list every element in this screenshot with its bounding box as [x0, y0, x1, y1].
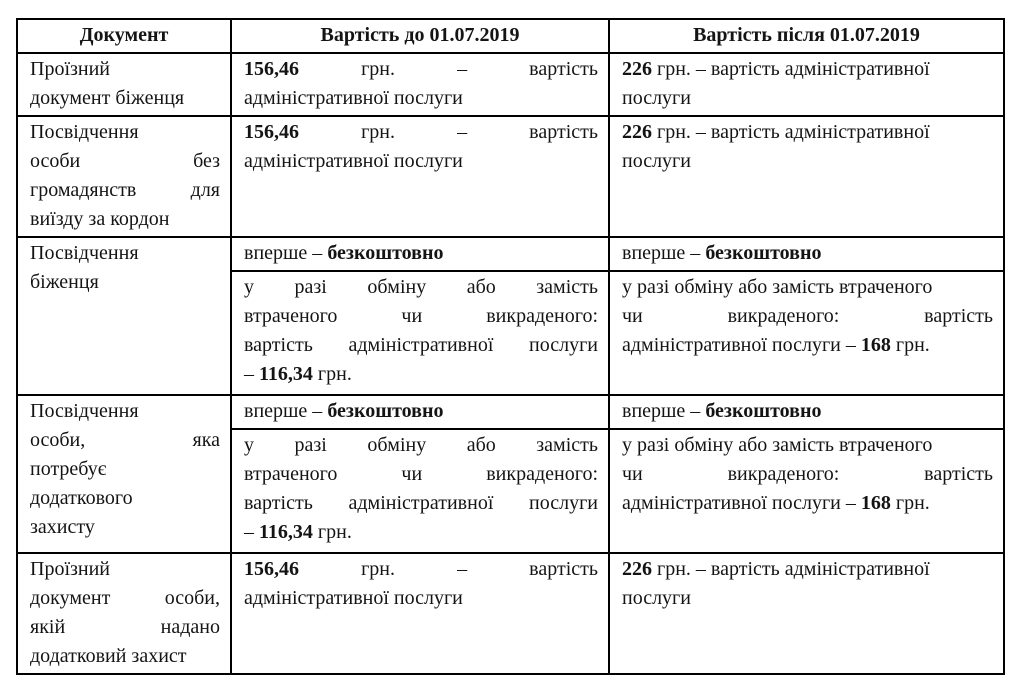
- cell-cost-after: [609, 116, 1004, 237]
- text-segment: грн. – вартість: [299, 58, 598, 80]
- text-line: [244, 460, 598, 489]
- text-line: [244, 555, 598, 584]
- text-segment: –: [244, 363, 259, 385]
- text-line: [30, 239, 220, 268]
- text-line: [622, 489, 993, 518]
- bold-value-segment: безкоштовно: [705, 400, 822, 422]
- cell-cost-before: [231, 116, 609, 237]
- text-line: [30, 426, 220, 455]
- text-segment: грн.: [312, 521, 352, 543]
- text-line: [30, 642, 220, 671]
- table-row: [17, 53, 1004, 116]
- text-line: [30, 397, 220, 426]
- text-segment: послуги: [622, 587, 691, 609]
- text-segment: грн. – вартість адміністративної: [652, 558, 930, 580]
- text-line: [622, 460, 993, 489]
- text-line: [30, 513, 220, 542]
- bold-value-segment: 168: [860, 334, 891, 356]
- text-line: [244, 302, 598, 331]
- text-line: [244, 273, 598, 302]
- text-segment: грн. – вартість: [299, 558, 598, 580]
- text-segment: документ особи,: [30, 587, 220, 609]
- header-cell-cost-before: Вартість до 01.07.2019: [231, 19, 609, 53]
- text-segment: послуги: [622, 87, 691, 109]
- text-line: [244, 431, 598, 460]
- text-line: [622, 55, 993, 84]
- table-row: [17, 116, 1004, 237]
- text-segment: у разі обміну або замість: [244, 434, 598, 456]
- table-row: [17, 237, 1004, 271]
- text-line: [622, 555, 993, 584]
- bold-value-segment: безкоштовно: [327, 400, 444, 422]
- cell-document: [17, 553, 231, 674]
- text-line: [622, 118, 993, 147]
- header-row: [17, 19, 1004, 53]
- text-segment: вперше –: [622, 242, 706, 264]
- cell-cost-before: [231, 429, 609, 553]
- text-line: [622, 147, 993, 176]
- text-segment: громадянств для: [30, 179, 220, 201]
- cell-document: [17, 395, 231, 553]
- text-segment: адміністративної послуги –: [622, 334, 861, 356]
- text-line: [30, 55, 220, 84]
- cell-cost-after: [609, 237, 1004, 271]
- text-line: [30, 118, 220, 147]
- bold-value-segment: безкоштовно: [327, 242, 444, 264]
- text-segment: Проїзний: [30, 558, 111, 580]
- bold-value-segment: 116,34: [259, 521, 313, 543]
- text-line: [244, 55, 598, 84]
- text-segment: у разі обміну або замість втраченого: [622, 276, 933, 298]
- text-segment: адміністративної послуги: [244, 87, 463, 109]
- text-line: [244, 360, 598, 389]
- cell-document: [17, 237, 231, 395]
- bold-value-segment: 156,46: [244, 558, 299, 580]
- bold-value-segment: 156,46: [244, 58, 299, 80]
- text-segment: документ біженця: [30, 87, 185, 109]
- text-line: [30, 268, 220, 297]
- text-segment: додаткового: [30, 487, 133, 509]
- text-segment: вартість адміністративної послуги: [244, 334, 598, 356]
- text-line: [244, 518, 598, 547]
- text-segment: особи без: [30, 150, 220, 172]
- text-segment: грн.: [890, 492, 930, 514]
- text-segment: чи викраденого: вартість: [622, 463, 993, 485]
- text-segment: якій надано: [30, 616, 220, 638]
- header-cell-cost-after: Вартість після 01.07.2019: [609, 19, 1004, 53]
- text-segment: адміністративної послуги: [244, 587, 463, 609]
- bold-value-segment: безкоштовно: [705, 242, 822, 264]
- header-cell-document: Документ: [17, 19, 231, 53]
- text-line: [244, 84, 598, 113]
- text-segment: адміністративної послуги: [244, 150, 463, 172]
- cell-cost-before: [231, 53, 609, 116]
- text-line: [244, 397, 598, 426]
- text-segment: вперше –: [622, 400, 706, 422]
- cell-cost-after: [609, 429, 1004, 553]
- text-segment: –: [244, 521, 259, 543]
- text-line: [30, 176, 220, 205]
- cell-cost-before: [231, 395, 609, 429]
- text-segment: біженця: [30, 271, 99, 293]
- cell-cost-after: [609, 53, 1004, 116]
- text-segment: особи, яка: [30, 429, 220, 451]
- text-line: [244, 331, 598, 360]
- text-segment: грн.: [312, 363, 352, 385]
- text-segment: адміністративної послуги –: [622, 492, 861, 514]
- table-body: [17, 53, 1004, 674]
- text-segment: вартість адміністративної послуги: [244, 492, 598, 514]
- text-line: [244, 489, 598, 518]
- bold-value-segment: 168: [860, 492, 891, 514]
- text-segment: у разі обміну або замість втраченого: [622, 434, 933, 456]
- bold-value-segment: 156,46: [244, 121, 299, 143]
- text-line: [244, 118, 598, 147]
- text-segment: виїзду за кордон: [30, 208, 170, 230]
- text-line: [622, 84, 993, 113]
- text-segment: послуги: [622, 150, 691, 172]
- text-line: [622, 302, 993, 331]
- text-line: [30, 484, 220, 513]
- text-segment: Посвідчення: [30, 242, 139, 264]
- cell-document: [17, 116, 231, 237]
- cell-document: [17, 53, 231, 116]
- cell-cost-before: [231, 237, 609, 271]
- text-segment: Посвідчення: [30, 400, 139, 422]
- text-line: [622, 331, 993, 360]
- text-segment: Посвідчення: [30, 121, 139, 143]
- text-line: [30, 613, 220, 642]
- text-segment: додатковий захист: [30, 645, 187, 667]
- bold-value-segment: 226: [622, 121, 652, 143]
- text-segment: грн. – вартість адміністративної: [652, 121, 930, 143]
- text-line: [622, 239, 993, 268]
- text-segment: потребує: [30, 458, 107, 480]
- text-segment: грн. – вартість адміністративної: [652, 58, 930, 80]
- cell-cost-after: [609, 395, 1004, 429]
- text-line: [622, 584, 993, 613]
- text-segment: Проїзний: [30, 58, 111, 80]
- text-segment: чи викраденого: вартість: [622, 305, 993, 327]
- cell-cost-after: [609, 271, 1004, 395]
- text-line: [622, 397, 993, 426]
- text-line: [622, 431, 993, 460]
- text-line: [244, 584, 598, 613]
- text-line: [244, 147, 598, 176]
- text-segment: втраченого чи викраденого:: [244, 463, 598, 485]
- text-segment: грн. – вартість: [299, 121, 598, 143]
- text-line: [622, 273, 993, 302]
- fees-table: [16, 18, 1005, 675]
- text-line: [244, 239, 598, 268]
- text-segment: у разі обміну або замість: [244, 276, 598, 298]
- text-segment: втраченого чи викраденого:: [244, 305, 598, 327]
- bold-value-segment: 226: [622, 58, 652, 80]
- text-line: [30, 455, 220, 484]
- text-line: [30, 84, 220, 113]
- text-line: [30, 584, 220, 613]
- cell-cost-after: [609, 553, 1004, 674]
- table-row: [17, 553, 1004, 674]
- text-line: [30, 147, 220, 176]
- text-segment: вперше –: [244, 400, 328, 422]
- text-line: [30, 555, 220, 584]
- bold-value-segment: 116,34: [259, 363, 313, 385]
- text-line: [30, 205, 220, 234]
- text-segment: вперше –: [244, 242, 328, 264]
- table-row: [17, 395, 1004, 429]
- text-segment: грн.: [890, 334, 930, 356]
- text-segment: захисту: [30, 516, 95, 538]
- bold-value-segment: 226: [622, 558, 652, 580]
- cell-cost-before: [231, 553, 609, 674]
- cell-cost-before: [231, 271, 609, 395]
